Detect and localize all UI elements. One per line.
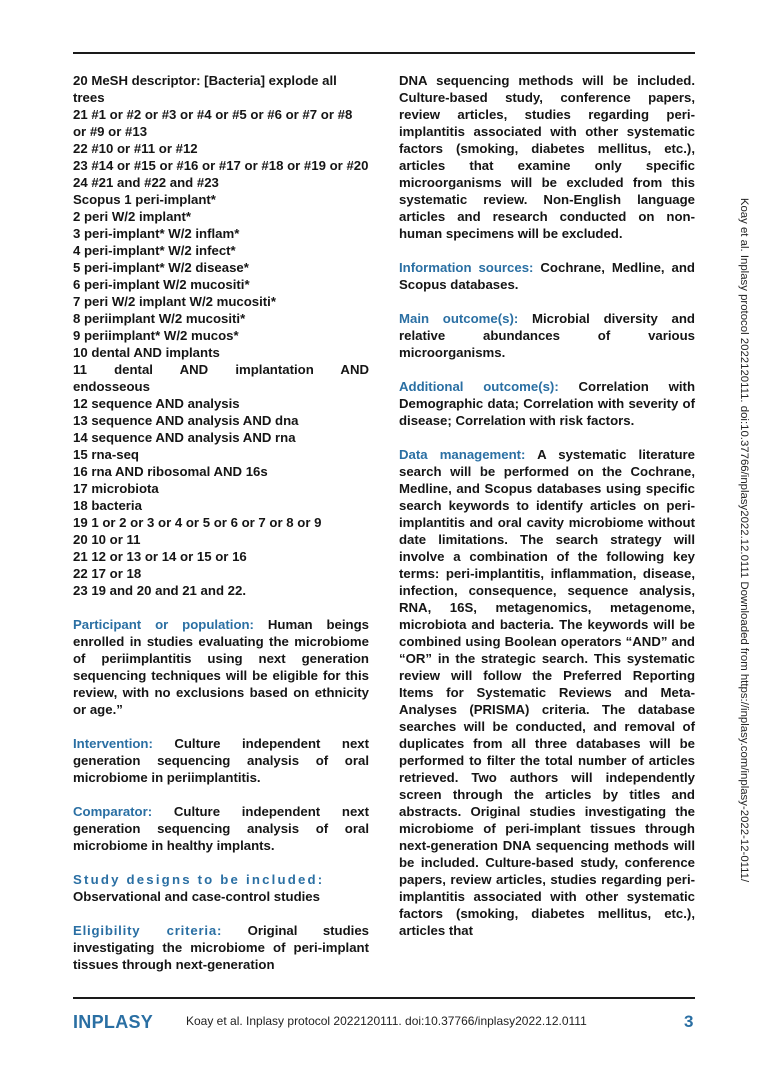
search-line: 6 peri-implant W/2 mucositi* xyxy=(73,277,250,292)
search-line: 23 #14 or #15 or #16 or #17 or #18 or #19 or #20 xyxy=(73,158,369,173)
information-sources-section xyxy=(399,259,695,293)
footer-citation: Koay et al. Inplasy protocol 2022120111. doi:10.37766/inplasy2022.12.0111 xyxy=(186,1014,587,1028)
search-line: 13 sequence AND analysis AND dna xyxy=(73,413,299,428)
intervention-text: Culture independent next generation sequencing analysis of oral microbiome in periimplantitis. xyxy=(73,736,369,785)
additional-outcome-section xyxy=(399,378,695,429)
eligibility-continuation: DNA sequencing methods will be included. Culture-based study, conference papers, review articles, studies regarding peri-implantitis associated with other systematic factors (smoking, diabetes mellitus, etc.), articles that examine only specific microorganisms will be excluded from this systematic review. Non-English language articles and research conducted on non-human specimens will be excluded. xyxy=(399,73,695,241)
search-line: 9 periimplant* W/2 mucos* xyxy=(73,328,239,343)
search-line: 3 peri-implant* W/2 inflam* xyxy=(73,226,240,241)
search-line: 18 bacteria xyxy=(73,498,142,513)
search-line: 24 #21 and #22 and #23 xyxy=(73,175,219,190)
search-line: 12 sequence AND analysis xyxy=(73,396,240,411)
search-line: 21 #1 or #2 or #3 or #4 or #5 or #6 or #7 or #8 or #9 or #13 xyxy=(73,107,353,139)
participant-section xyxy=(73,616,369,718)
search-line: 10 dental AND implants xyxy=(73,345,220,360)
intervention-label: Intervention: xyxy=(73,736,153,751)
study-designs-section xyxy=(73,871,369,905)
top-rule xyxy=(73,52,695,54)
participant-text: Human beings enrolled in studies evaluating the microbiome of periimplantitis using next generation sequencing techniques will be eligible for this review, with no exclusions based on ethnicity or age.” xyxy=(73,617,369,717)
main-outcome-text: Microbial diversity and relative abundances of various microorganisms. xyxy=(399,311,695,360)
search-line: 16 rna AND ribosomal AND 16s xyxy=(73,464,268,479)
eligibility-text: Original studies investigating the microbiome of peri-implant tissues through next-generation xyxy=(73,923,369,972)
search-line: 2 peri W/2 implant* xyxy=(73,209,191,224)
right-column xyxy=(399,72,695,939)
data-management-section xyxy=(399,446,695,939)
main-outcome-section xyxy=(399,310,695,361)
eligibility-section xyxy=(73,922,369,973)
additional-outcome-text: Correlation with Demographic data; Correlation with severity of disease; Correlation with risk factors. xyxy=(399,379,695,428)
comparator-section xyxy=(73,803,369,854)
intervention-section xyxy=(73,735,369,786)
side-download-note: Koay et al. Inplasy protocol 2022120111. doi:10.37766/inplasy2022.12.0111 Downloaded from https://inplasy.com/inplasy-2022-12-0111/ xyxy=(738,197,750,883)
search-line: 19 1 or 2 or 3 or 4 or 5 or 6 or 7 or 8 or 9 xyxy=(73,515,322,530)
study-designs-text: Observational and case-control studies xyxy=(73,889,320,904)
eligibility-label: Eligibility criteria: xyxy=(73,923,223,938)
data-management-label: Data management: xyxy=(399,447,526,462)
information-sources-label: Information sources: xyxy=(399,260,534,275)
search-line: Scopus 1 peri-implant* xyxy=(73,192,216,207)
search-line: 17 microbiota xyxy=(73,481,159,496)
search-line: 11 dental AND implantation AND endosseous xyxy=(73,362,369,394)
study-designs-label: Study designs to be included: xyxy=(73,872,325,887)
data-management-text: A systematic literature search will be performed on the Cochrane, Medline, and Scopus databases using specific search keywords to identify articles on peri-implantitis and oral cavity microbiome without date limitations. The search strategy will involve a combination of the following key terms: peri-implantitis, inflammation, disease, infection, consequence, sequence analysis, RNA, 16S, metagenomics, metagenome, microbiota and bacteria. The keywords will be combined using Boolean operators “AND” and “OR” in the strategic search. This systematic review will follow the Preferred Reporting Items for Systematic Reviews and Meta-Analyses (PRISMA) criteria. The database searches will be conducted, and removal of duplicates from all three databases will be performed to filter the total number of articles retrieved. Two authors will independently screen through the articles by titles and abstracts. Original studies investigating the microbiome of peri-implant tissues through next-generation DNA sequencing methods will be included. Culture-based study, conference papers, review articles, studies regarding peri-implantitis associated with other systematic factors (smoking, diabetes mellitus, etc.), articles that xyxy=(399,447,695,938)
search-line: 14 sequence AND analysis AND rna xyxy=(73,430,296,445)
page-number: 3 xyxy=(684,1012,694,1031)
left-column xyxy=(73,72,369,973)
comparator-label: Comparator: xyxy=(73,804,153,819)
additional-outcome-label: Additional outcome(s): xyxy=(399,379,559,394)
search-line: 22 17 or 18 xyxy=(73,566,142,581)
search-line: 4 peri-implant* W/2 infect* xyxy=(73,243,236,258)
information-sources-text: Cochrane, Medline, and Scopus databases. xyxy=(399,260,695,292)
search-line: 8 periimplant W/2 mucositi* xyxy=(73,311,246,326)
search-line: 7 peri W/2 implant W/2 mucositi* xyxy=(73,294,276,309)
participant-label: Participant or population: xyxy=(73,617,254,632)
search-line: 5 peri-implant* W/2 disease* xyxy=(73,260,249,275)
search-line: 15 rna-seq xyxy=(73,447,139,462)
main-outcome-label: Main outcome(s): xyxy=(399,311,519,326)
search-line: 22 #10 or #11 or #12 xyxy=(73,141,198,156)
comparator-text: Culture independent next generation sequencing analysis of oral microbiome in healthy implants. xyxy=(73,804,369,853)
bottom-rule xyxy=(73,997,695,999)
search-line: 20 MeSH descriptor: [Bacteria] explode all trees xyxy=(73,73,337,105)
search-line: 21 12 or 13 or 14 or 15 or 16 xyxy=(73,549,247,564)
search-line: 23 19 and 20 and 21 and 22. xyxy=(73,583,246,598)
search-line: 20 10 or 11 xyxy=(73,532,141,547)
search-strategy-list xyxy=(73,72,369,599)
journal-logo: INPLASY xyxy=(73,1012,154,1032)
